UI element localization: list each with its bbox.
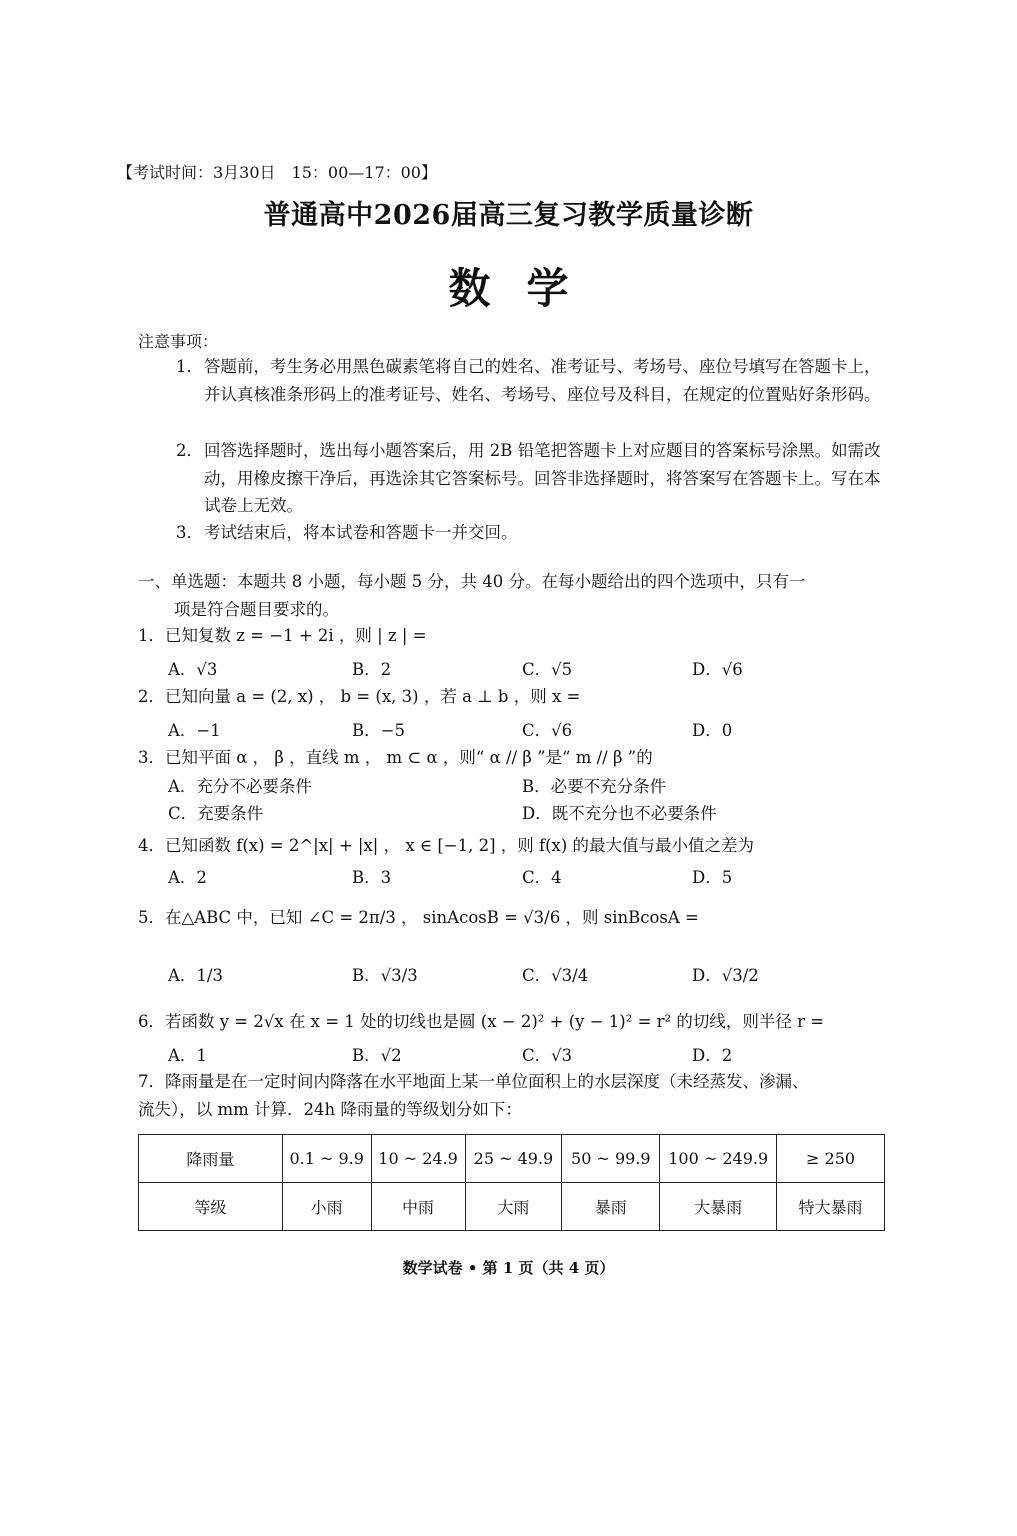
table-cell: 大暴雨: [660, 1183, 777, 1231]
exam-title: 普通高中2026届高三复习教学质量诊断: [263, 200, 754, 231]
section-line-2: 项是符合题目要求的。: [174, 600, 339, 619]
note-text: 答题前，考生务必用黑色碳素笔将自己的姓名、准考证号、考场号、座位号填写在答题卡上，并认真核准条形码上的准考证号、姓名、考场号、座位号及科目，在规定的位置贴好条形码。: [204, 357, 881, 404]
question-3-option-a: A．充分不必要条件: [168, 777, 312, 796]
question-7-stem: [138, 1068, 898, 1124]
question-6-option-d: D．2: [692, 1046, 733, 1065]
question-5-option-d: D．√3/2: [692, 966, 759, 985]
table-cell: 100 ~ 249.9: [660, 1135, 777, 1183]
table-cell: 50 ~ 99.9: [562, 1135, 660, 1183]
question-1-option-c: C．√5: [522, 660, 573, 679]
question-2-option-a: A．−1: [168, 721, 221, 740]
table-row-header: 等级: [139, 1183, 283, 1231]
question-1-option-a: A．√3: [168, 660, 218, 679]
table-cell: ≥ 250: [777, 1135, 885, 1183]
section-heading: [138, 568, 908, 624]
notes-heading: 注意事项：: [138, 332, 219, 351]
question-4-option-c: C．4: [522, 868, 562, 887]
exam-time: 【考试时间：3月30日 15：00—17：00】: [117, 163, 437, 182]
rainfall-table: [138, 1134, 885, 1231]
question-6-option-c: C．√3: [522, 1046, 573, 1065]
note-text: 回答选择题时，选出每小题答案后，用 2B 铅笔把答题卡上对应题目的答案标号涂黑。如需改动，用橡皮擦干净后，再选涂其它答案标号。回答非选择题时，将答案写在答题卡上。写在本试卷上无效。: [204, 441, 881, 515]
note-text: 考试结束后，将本试卷和答题卡一并交回。: [204, 523, 518, 542]
question-7-line-2: 流失），以 mm 计算．24h 降雨量的等级划分如下：: [138, 1100, 522, 1119]
question-3-option-d: D．既不充分也不必要条件: [522, 804, 717, 823]
table-cell: 中雨: [371, 1183, 465, 1231]
table-cell: 0.1 ~ 9.9: [282, 1135, 371, 1183]
question-6-stem: 6．若函数 y = 2√x 在 x = 1 处的切线也是圆 (x − 2)² + (y − 1)² = r² 的切线，则半径 r =: [138, 1012, 825, 1031]
note-number: 1．: [176, 357, 203, 376]
question-3-stem: 3．已知平面 α ， β ，直线 m ， m ⊂ α ，则“ α // β ”是“ m // β ”的: [138, 748, 653, 767]
table-cell: 暴雨: [562, 1183, 660, 1231]
question-6-option-b: B．√2: [352, 1046, 402, 1065]
question-1-option-d: D．√6: [692, 660, 743, 679]
question-4-option-a: A．2: [168, 868, 207, 887]
page-footer: 数学试卷 • 第 1 页（共 4 页）: [402, 1259, 615, 1277]
table-cell: 25 ~ 49.9: [465, 1135, 562, 1183]
table-cell: 特大暴雨: [777, 1183, 885, 1231]
question-4-option-b: B．3: [352, 868, 392, 887]
question-5-stem: 5．在△ABC 中，已知 ∠C = 2π/3 ， sinAcosB = √3/6 ，则 sinBcosA =: [138, 908, 699, 927]
question-7-line-1: 7．降雨量是在一定时间内降落在水平地面上某一单位面积上的水层深度（未经蒸发、渗漏、: [138, 1072, 809, 1091]
question-3-option-c: C．充要条件: [168, 804, 264, 823]
table-cell: 小雨: [282, 1183, 371, 1231]
table-cell: 大雨: [465, 1183, 562, 1231]
question-4-option-d: D．5: [692, 868, 733, 887]
note-item-2: [176, 437, 896, 520]
table-row: [139, 1135, 885, 1183]
subject-title: 数学: [448, 264, 605, 313]
question-1-option-b: B．2: [352, 660, 392, 679]
table-cell: 10 ~ 24.9: [371, 1135, 465, 1183]
section-line-1: 一、单选题：本题共 8 小题，每小题 5 分，共 40 分。在每小题给出的四个选项中，只有一: [138, 572, 806, 591]
question-1-stem: 1．已知复数 z = −1 + 2i ，则 | z | =: [138, 626, 427, 645]
note-number: 2．: [176, 441, 203, 460]
question-5-option-c: C．√3/4: [522, 966, 589, 985]
note-item-3: [176, 519, 896, 547]
table-row: [139, 1183, 885, 1231]
question-6-option-a: A．1: [168, 1046, 207, 1065]
note-item-1: [176, 353, 896, 408]
table-row-header: 降雨量: [139, 1135, 283, 1183]
question-3-option-b: B．必要不充分条件: [522, 777, 667, 796]
question-2-option-d: D．0: [692, 721, 733, 740]
question-2-option-c: C．√6: [522, 721, 573, 740]
question-5-option-b: B．√3/3: [352, 966, 418, 985]
question-4-stem: 4．已知函数 f(x) = 2^|x| + |x| ， x ∈ [−1, 2] ，则 f(x) 的最大值与最小值之差为: [138, 836, 755, 855]
question-5-option-a: A．1/3: [168, 966, 223, 985]
question-2-stem: 2．已知向量 a = (2, x) ， b = (x, 3) ，若 a ⊥ b ，则 x =: [138, 687, 581, 706]
note-number: 3．: [176, 523, 203, 542]
question-2-option-b: B．−5: [352, 721, 405, 740]
